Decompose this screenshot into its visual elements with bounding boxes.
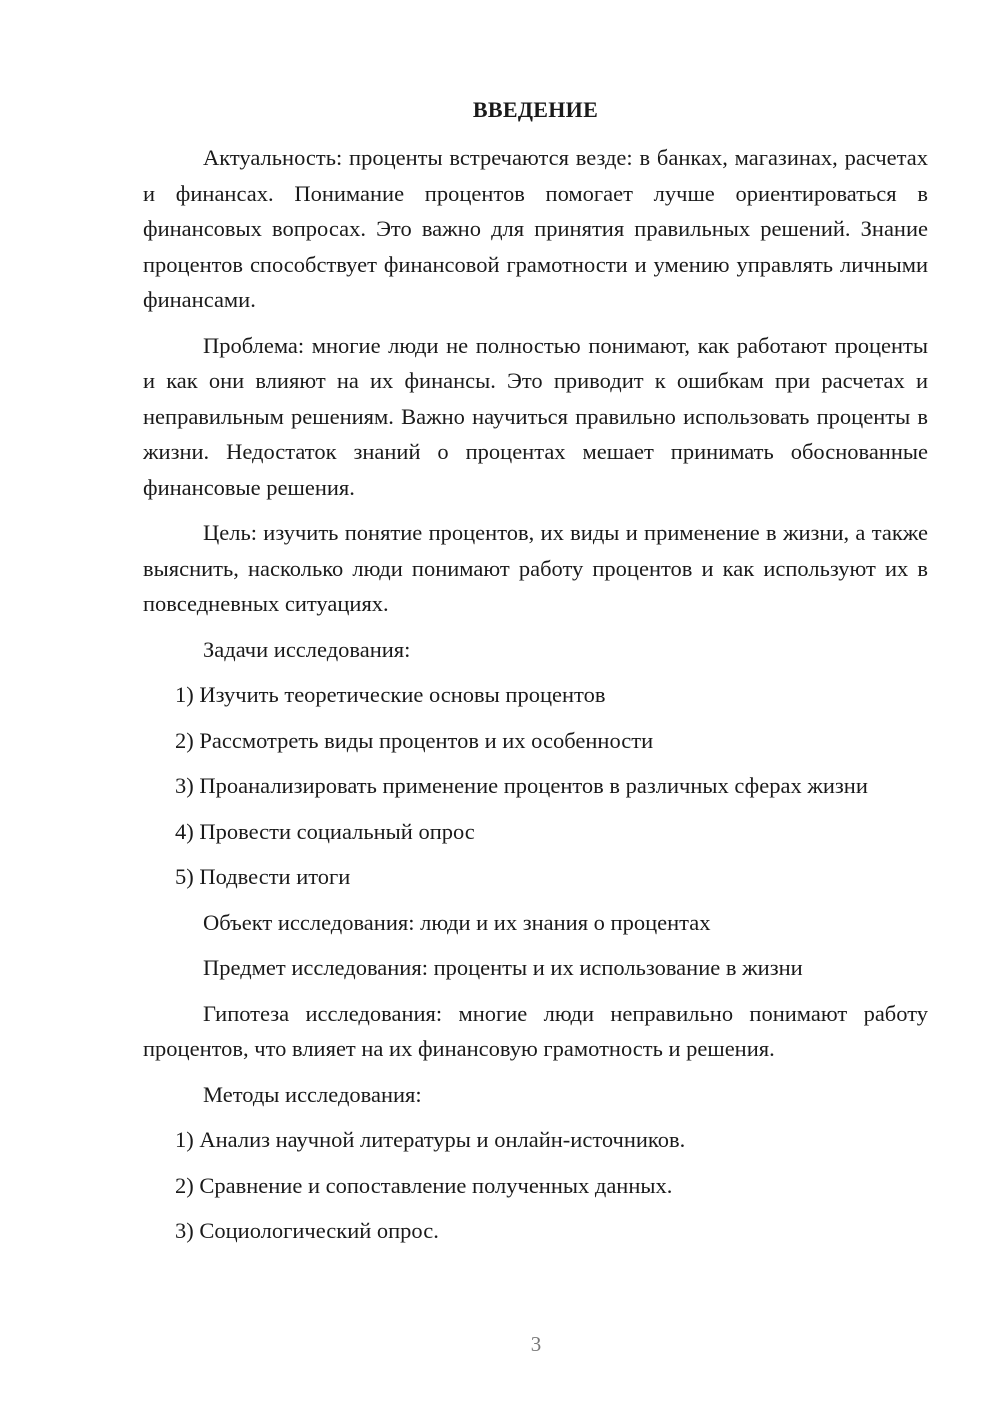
page-number: 3 xyxy=(530,1332,542,1356)
method-item: 3) Социологический опрос. xyxy=(175,1218,439,1243)
task-item: 4) Провести социальный опрос xyxy=(175,818,475,844)
relevance-paragraph: Актуальность: проценты встречаются везде: в банках, магазинах, расчетах и финансах. Понимание процентов помогает лучше ориентироваться в финансовых вопросах. Это важно для принятия правильных решений. Знание процентов способствует финансовой грамотности и умению управлять личными финансами. xyxy=(143,145,928,312)
methods-heading: Методы исследования: xyxy=(203,1081,422,1107)
hypothesis-paragraph: Гипотеза исследования: многие люди неправильно понимают работу процентов, что влияет на их финансовую грамотность и решения. xyxy=(143,1000,928,1061)
page-content xyxy=(143,92,928,1259)
page-title: ВВЕДЕНИЕ xyxy=(472,97,599,122)
method-item: 2) Сравнение и сопоставление полученных данных. xyxy=(175,1172,673,1198)
task-item: 2) Рассмотреть виды процентов и их особенности xyxy=(175,727,654,753)
tasks-heading: Задачи исследования: xyxy=(203,636,411,662)
method-item: 1) Анализ научной литературы и онлайн-источников. xyxy=(175,1127,686,1152)
task-item: 3) Проанализировать применение процентов в различных сферах жизни xyxy=(175,773,868,798)
task-item: 1) Изучить теоретические основы процентов xyxy=(175,682,606,707)
goal-paragraph: Цель: изучить понятие процентов, их виды и применение в жизни, а также выяснить, насколько люди понимают работу процентов и как используют их в повседневных ситуациях. xyxy=(143,520,928,616)
research-subject: Предмет исследования: проценты и их использование в жизни xyxy=(203,955,803,980)
problem-paragraph: Проблема: многие люди не полностью понимают, как работают проценты и как они влияют на их финансы. Это приводит к ошибкам при расчетах и неправильным решениям. Важно научиться правильно использовать проценты в жизни. Недостаток знаний о процентах мешает принимать обоснованные финансовые решения. xyxy=(143,332,928,500)
research-object: Объект исследования: люди и их знания о процентах xyxy=(203,909,711,935)
task-item: 5) Подвести итоги xyxy=(175,864,351,889)
